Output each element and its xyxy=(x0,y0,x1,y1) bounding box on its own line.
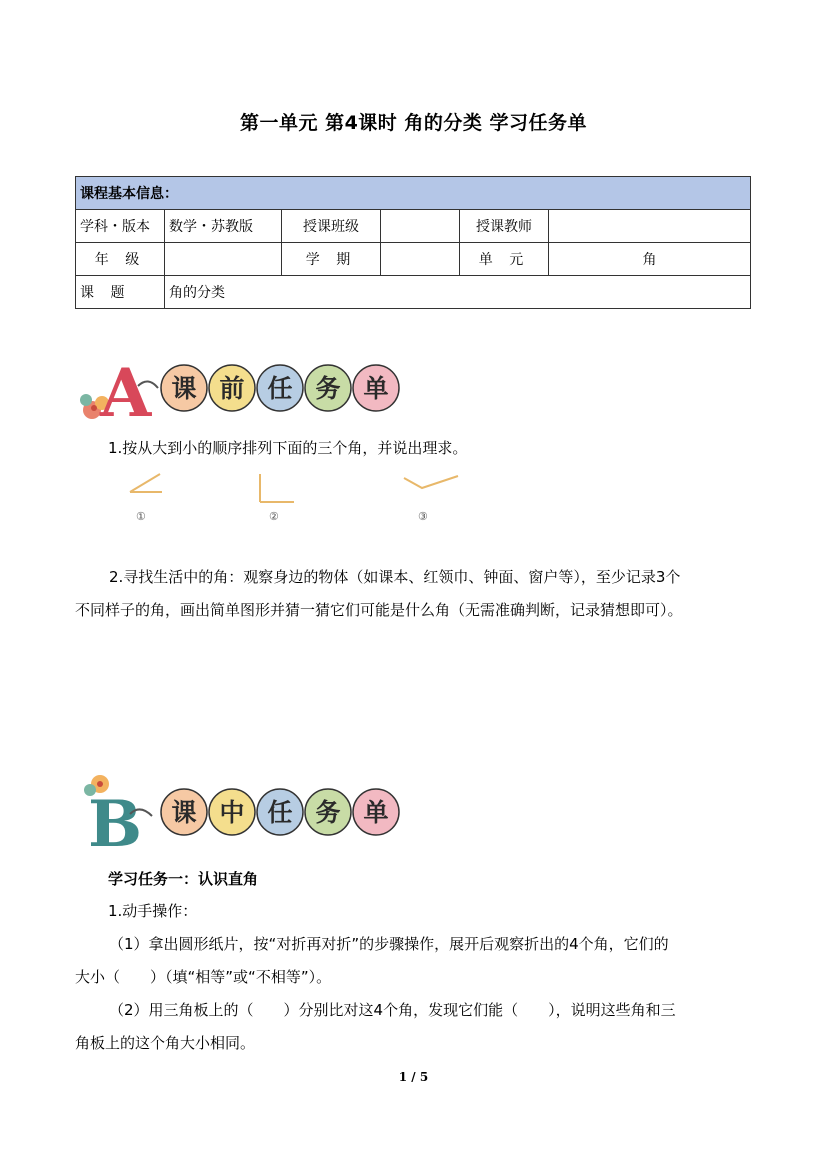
page-title: 第一单元 第4课时 角的分类 学习任务单 xyxy=(239,112,588,134)
subject-label: 学科・版本 xyxy=(76,210,165,243)
grade-label: 年 级 xyxy=(76,243,165,276)
step-2-line1: （2）用三角板上的（ ）分别比对这4个角，发现它们能（ ），说明这些角和三 xyxy=(109,1001,676,1019)
term-value xyxy=(381,243,460,276)
step-1-line2: 大小（ ）（填“相等”或“不相等”）。 xyxy=(75,968,332,986)
topic-label: 课 题 xyxy=(76,276,165,309)
banner-char: 中 xyxy=(219,798,245,827)
teacher-label: 授课教师 xyxy=(460,210,549,243)
table-header: 课程基本信息： xyxy=(76,177,751,210)
step-2 xyxy=(75,994,755,1060)
term-label: 学 期 xyxy=(282,243,381,276)
teacher-value xyxy=(549,210,751,243)
course-info-table xyxy=(75,176,751,309)
section-letter-b: B xyxy=(88,787,143,852)
class-label: 授课班级 xyxy=(282,210,381,243)
unit-value: 角 xyxy=(549,243,751,276)
section-letter-a: A xyxy=(100,354,152,428)
angle-2 xyxy=(260,474,294,502)
banner-char: 任 xyxy=(267,798,293,827)
angles-figure xyxy=(120,470,480,530)
banner-char: 务 xyxy=(315,374,341,403)
banner-char: 务 xyxy=(315,798,341,827)
banner-char: 单 xyxy=(363,374,389,403)
banner-char: 单 xyxy=(363,798,389,827)
banner-char: 前 xyxy=(219,374,245,403)
angle-label-1: ① xyxy=(136,510,146,523)
grade-value xyxy=(165,243,282,276)
pre-class-banner xyxy=(78,348,408,428)
angle-label-3: ③ xyxy=(418,510,428,523)
topic-value: 角的分类 xyxy=(165,276,751,309)
banner-char: 任 xyxy=(267,374,293,403)
task-title: 学习任务一：认识直角 xyxy=(108,870,259,888)
pre-q1: 1.按从大到小的顺序排列下面的三个角，并说出理求。 xyxy=(108,439,468,457)
banner-char: 课 xyxy=(171,374,197,403)
in-class-banner xyxy=(78,772,408,852)
angle-label-2: ② xyxy=(269,510,279,523)
class-value xyxy=(381,210,460,243)
step-1 xyxy=(75,928,755,994)
pre-q2 xyxy=(75,561,755,627)
page-number: 1 / 5 xyxy=(398,1070,429,1084)
angle-3 xyxy=(404,476,458,488)
pre-q2-line2: 不同样子的角，画出简单图形并猜一猜它们可能是什么角（无需准确判断，记录猜想即可）。 xyxy=(75,601,683,619)
unit-label: 单 元 xyxy=(460,243,549,276)
step-1-line1: （1）拿出圆形纸片，按“对折再对折”的步骤操作，展开后观察折出的4个角，它们的 xyxy=(109,935,669,953)
pre-q2-line1: 2.寻找生活中的角：观察身边的物体（如课本、红领巾、钟面、窗户等），至少记录3个 xyxy=(109,568,681,586)
step-2-line2: 角板上的这个角大小相同。 xyxy=(75,1034,256,1052)
subject-value: 数学・苏教版 xyxy=(165,210,282,243)
step-title: 1.动手操作： xyxy=(108,902,198,920)
angle-1 xyxy=(130,474,162,492)
banner-char: 课 xyxy=(171,798,197,827)
